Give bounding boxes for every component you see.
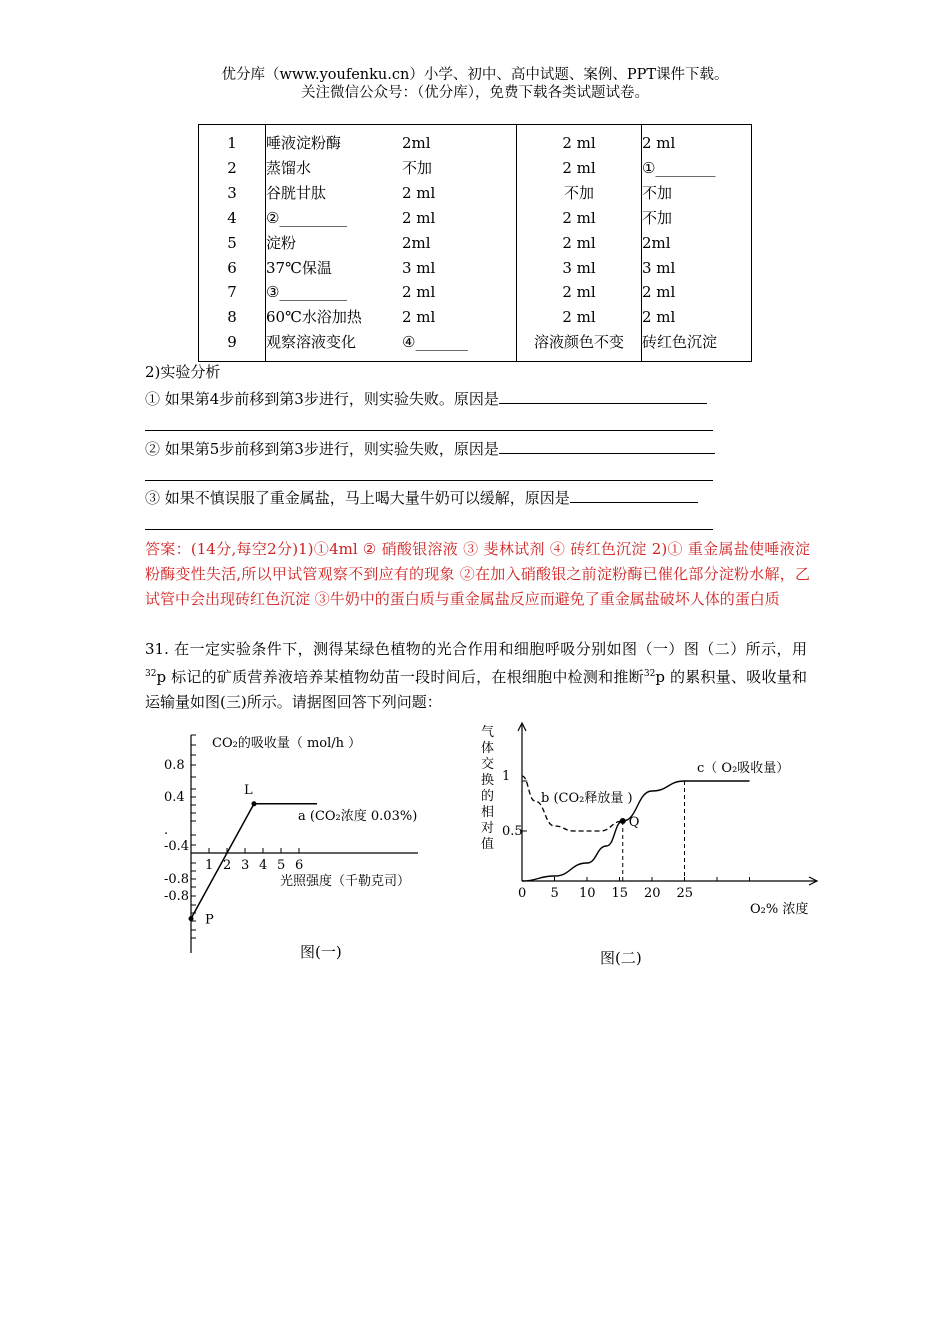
figure-2-chart: [475, 720, 835, 975]
figure-1-title: CO₂的吸收量（ mol/h ）: [212, 736, 362, 751]
table-cell-no: 3: [227, 183, 237, 202]
question-31-text-2: p 标记的矿质营养液培养某植物幼苗一段时间后，在根细胞中检测和推断: [156, 668, 644, 686]
figure-2-y-label-char: 气: [481, 725, 495, 740]
table-cell-b: 2 ml: [517, 206, 642, 231]
analysis-question-2-text: ② 如果第5步前移到第3步进行，则实验失败，原因是: [145, 440, 499, 458]
question-31-text-3: p 的累积量、吸收量和运输量如图(三)所示。请据图回答下列问题：: [145, 668, 808, 711]
answer-blank[interactable]: [499, 387, 707, 404]
table-cell-no: 1: [227, 134, 237, 152]
table-cell-b: 溶液颜色不变: [517, 330, 642, 361]
table-cell-item: 淀粉: [266, 231, 403, 256]
y-tick-label: .: [164, 823, 169, 838]
point-label-q: Q: [628, 815, 640, 830]
table-cell-b: 2 ml: [517, 231, 642, 256]
table-cell-c: ①________: [642, 156, 752, 181]
table-cell-a: 2 ml: [402, 183, 436, 202]
figure-1-caption: 图(一): [300, 943, 342, 961]
y-tick-label: -0.8: [164, 872, 190, 887]
x-tick-label: 2: [223, 858, 232, 873]
table-cell-no: 4: [227, 208, 237, 227]
table-row: [199, 330, 752, 361]
point-label-l: L: [244, 782, 253, 798]
x-tick-label: 1: [205, 858, 214, 873]
analysis-question-3: [145, 486, 698, 509]
table-cell-c: 不加: [642, 181, 752, 206]
x-tick-label: 5: [277, 858, 286, 873]
y-tick-label: 1: [502, 769, 511, 784]
analysis-question-1-text: ① 如果第4步前移到第3步进行，则实验失败。原因是: [145, 390, 499, 408]
table-cell-c: 砖红色沉淀: [642, 330, 752, 361]
table-cell-b: 3 ml: [517, 256, 642, 281]
table-cell-a: 不加: [402, 158, 433, 177]
figure-2-y-label-char: 交: [481, 757, 495, 772]
analysis-question-1: [145, 387, 707, 410]
figure-2-y-label-char: 的: [481, 789, 495, 804]
figure-2-y-label-char: 换: [481, 773, 495, 788]
table-cell-no: 2: [227, 158, 237, 177]
answer-blank[interactable]: [570, 486, 698, 503]
question-31-sup-1: 32: [145, 669, 157, 679]
table-cell-a: 2 ml: [402, 308, 436, 327]
x-tick-label: 6: [295, 858, 304, 873]
table-cell-item: 37℃保温: [266, 256, 403, 281]
table-cell-item: ②_________: [266, 206, 403, 231]
table-cell-no: 8: [227, 308, 237, 327]
figure-2-y-label-char: 体: [481, 741, 495, 756]
table-cell-no: 5: [227, 233, 237, 252]
answer-line[interactable]: [145, 529, 713, 530]
x-tick-label: 3: [241, 858, 250, 873]
question-31-sup-2: 32: [643, 669, 656, 679]
table-cell-c: 2ml: [642, 231, 752, 256]
table-cell-a: ④_______: [402, 333, 468, 352]
series-c-label: c（ O₂吸收量）: [697, 761, 790, 776]
table-row: [199, 305, 752, 330]
table-row: [199, 156, 752, 181]
table-cell-a: 2ml: [402, 134, 431, 152]
table-cell-no: 7: [227, 283, 237, 302]
table-cell-item: ③_________: [266, 280, 403, 305]
figure-2-x-label: O₂% 浓度: [750, 902, 809, 917]
header-line-2: 关注微信公众号：（优分库），免费下载各类试题试卷。: [301, 85, 649, 101]
point-q: [620, 818, 626, 824]
point-label-p: P: [205, 912, 214, 928]
y-tick-label: -0.8: [164, 889, 190, 904]
table-cell-c: 2 ml: [642, 305, 752, 330]
table-row: [199, 280, 752, 305]
table-cell-b: 不加: [517, 181, 642, 206]
x-tick-label: 4: [259, 858, 268, 873]
figure-2-y-label-char: 对: [481, 821, 495, 836]
table-cell-c: 3 ml: [642, 256, 752, 281]
table-cell-item: 蒸馏水: [266, 156, 403, 181]
question-31-text-1: 在一定实验条件下，测得某绿色植物的光合作用和细胞呼吸分别如图（一）图（二）所示，用: [174, 640, 807, 658]
analysis-question-2: [145, 437, 715, 460]
figure-1-chart: [150, 725, 440, 965]
table-cell-b: 2 ml: [517, 305, 642, 330]
page-header: [0, 66, 950, 102]
answer-line[interactable]: [145, 480, 713, 481]
answer-text: 答案：(14分,每空2分)1)①4ml ② 硝酸银溶液 ③ 斐林试剂 ④ 砖红色沉淀 2)① 重金属盐使唾液淀粉酶变性失活,所以甲试管观察不到应有的现象 ②在加入硝酸银之前淀粉酶已催化部分淀粉水解，乙试管中会出现砖红色沉淀 ③牛奶中的蛋白质与重金属盐反应而避免了重金属盐破坏人体的蛋白质: [145, 540, 810, 608]
figure-1-x-label: 光照强度（千勒克司）: [280, 874, 411, 889]
x-tick-label: 25: [676, 886, 694, 901]
point-p: [189, 916, 194, 921]
series-b-label: b (CO₂释放量 ): [541, 791, 633, 806]
figure-2-y-label-char: 值: [481, 837, 495, 852]
y-tick-label: -0.4: [164, 839, 190, 854]
analysis-title: 2)实验分析: [145, 363, 221, 381]
x-tick-label: 5: [550, 886, 559, 901]
table-cell-item: 60℃水浴加热: [266, 305, 403, 330]
y-tick-label: 0.4: [164, 790, 185, 805]
table-row: [199, 231, 752, 256]
x-tick-label: 0: [518, 886, 527, 901]
table-cell-item: 唾液淀粉酶: [266, 125, 403, 156]
header-line-1: 优分库（www.youfenku.cn）小学、初中、高中试题、案例、PPT课件下载。: [221, 67, 729, 83]
question-31-number: 31.: [145, 640, 169, 658]
experiment-table: [198, 124, 752, 362]
question-31: [145, 637, 807, 715]
y-tick-label: 0.8: [164, 758, 185, 773]
answer-blank[interactable]: [499, 437, 715, 454]
table-row: [199, 125, 752, 156]
table-cell-c: 不加: [642, 206, 752, 231]
table-cell-item: 观察溶液变化: [266, 330, 403, 361]
figure-2-caption: 图(二): [600, 949, 642, 967]
figure-2-y-label-char: 相: [481, 805, 495, 820]
table-cell-no: 6: [227, 258, 237, 277]
answer-line[interactable]: [145, 430, 713, 431]
table-cell-a: 2ml: [402, 233, 431, 252]
table-cell-c: 2 ml: [642, 280, 752, 305]
x-tick-label: 20: [644, 886, 661, 901]
table-cell-a: 2 ml: [402, 208, 436, 227]
figure-2-y-label: [481, 725, 494, 852]
x-tick-label: 10: [579, 886, 596, 901]
series-a-label: a (CO₂浓度 0.03%): [298, 808, 418, 824]
table-cell-b: 2 ml: [517, 280, 642, 305]
table-row: [199, 206, 752, 231]
y-tick-label: 0.5: [502, 824, 523, 839]
table-cell-c: 2 ml: [642, 125, 752, 156]
table-cell-item: 谷胱甘肽: [266, 181, 403, 206]
table-cell-a: 2 ml: [402, 283, 436, 302]
table-cell-b: 2 ml: [517, 125, 642, 156]
point-l: [252, 801, 257, 806]
x-tick-label: 15: [611, 886, 629, 901]
table-cell-a: 3 ml: [402, 258, 436, 277]
table-cell-b: 2 ml: [517, 156, 642, 181]
table-row: [199, 256, 752, 281]
table-row: [199, 181, 752, 206]
table-cell-no: 9: [227, 333, 237, 352]
analysis-question-3-text: ③ 如果不慎误服了重金属盐，马上喝大量牛奶可以缓解，原因是: [145, 489, 570, 507]
